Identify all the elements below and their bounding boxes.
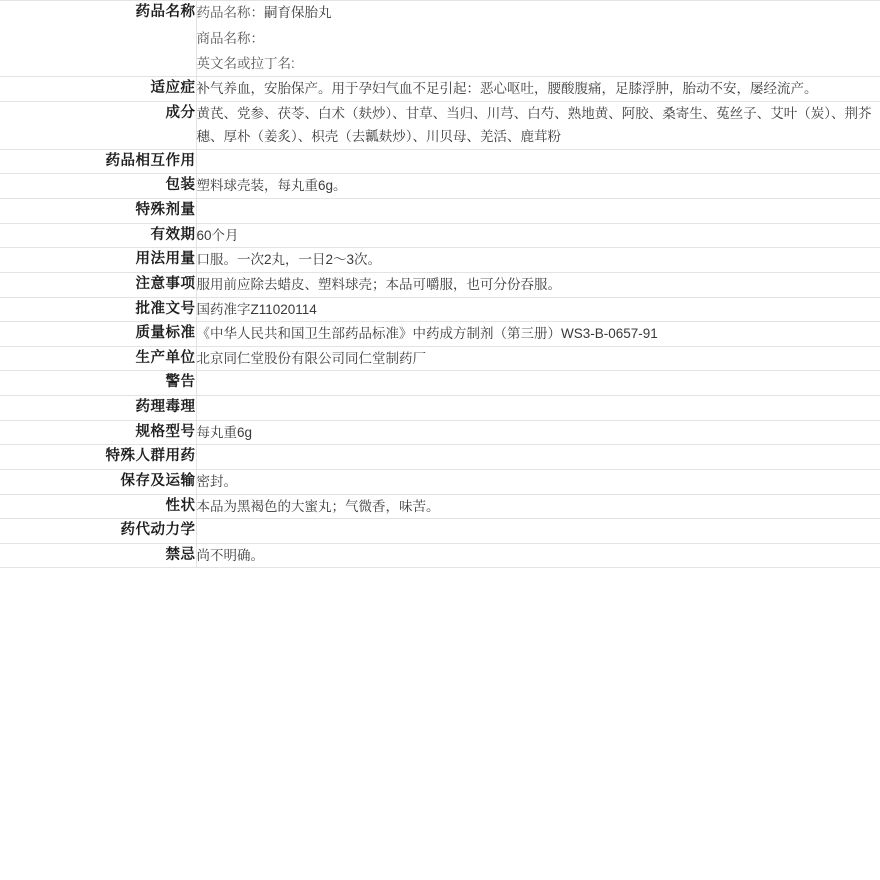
name-sub-line bbox=[197, 1, 880, 25]
row-value: 补气养血，安胎保产。用于孕妇气血不足引起：恶心呕吐，腰酸腹痛，足膝浮肿，胎动不安，屡经流产。 bbox=[196, 80, 818, 96]
row-value: 塑料球壳装，每丸重6g。 bbox=[196, 178, 347, 194]
row-value: 每丸重6g bbox=[196, 424, 253, 440]
name-sub-line bbox=[197, 27, 880, 51]
row-value: 北京同仁堂股份有限公司同仁堂制药厂 bbox=[196, 350, 426, 366]
row-label: 特殊剂量 bbox=[0, 199, 196, 224]
row-label: 禁忌 bbox=[0, 543, 196, 568]
table-row bbox=[0, 543, 880, 568]
table-row bbox=[0, 494, 880, 519]
row-label: 质量标准 bbox=[0, 322, 196, 347]
row-value bbox=[196, 199, 880, 224]
table-row bbox=[0, 199, 880, 224]
name-sub-value: 嗣育保胎丸 bbox=[264, 5, 332, 20]
table-row bbox=[0, 76, 880, 101]
row-label: 保存及运输 bbox=[0, 469, 196, 494]
table-row bbox=[0, 445, 880, 470]
row-label: 特殊人群用药 bbox=[0, 445, 196, 470]
row-value bbox=[196, 519, 880, 544]
table-row bbox=[0, 346, 880, 371]
row-value: 口服。一次2丸，一日2～3次。 bbox=[196, 252, 382, 268]
row-label: 生产单位 bbox=[0, 346, 196, 371]
table-row bbox=[0, 223, 880, 248]
row-label: 警告 bbox=[0, 371, 196, 396]
row-label: 批准文号 bbox=[0, 297, 196, 322]
row-label: 有效期 bbox=[0, 223, 196, 248]
row-label: 性状 bbox=[0, 494, 196, 519]
row-value: 服用前应除去蜡皮、塑料球壳；本品可嚼服，也可分份吞服。 bbox=[196, 276, 561, 292]
table-row bbox=[0, 420, 880, 445]
row-label: 成分 bbox=[0, 101, 196, 149]
row-value: 密封。 bbox=[196, 473, 237, 489]
table-row bbox=[0, 297, 880, 322]
row-label: 药品名称 bbox=[0, 1, 196, 77]
table-row bbox=[0, 272, 880, 297]
row-value: 60个月 bbox=[196, 227, 239, 243]
row-label: 注意事项 bbox=[0, 272, 196, 297]
row-label: 适应症 bbox=[0, 76, 196, 101]
table-row bbox=[0, 149, 880, 174]
row-label: 药品相互作用 bbox=[0, 149, 196, 174]
row-value: 尚不明确。 bbox=[196, 547, 264, 563]
row-label: 规格型号 bbox=[0, 420, 196, 445]
table-row bbox=[0, 101, 880, 149]
row-value bbox=[196, 371, 880, 396]
row-value bbox=[196, 445, 880, 470]
row-value bbox=[196, 396, 880, 421]
name-sub-line bbox=[197, 52, 880, 76]
table-row bbox=[0, 248, 880, 273]
name-sub-label: 药品名称： bbox=[196, 5, 264, 20]
drug-info-table-body bbox=[0, 1, 880, 568]
table-row bbox=[0, 322, 880, 347]
table-row bbox=[0, 371, 880, 396]
row-value: 国药准字Z11020114 bbox=[196, 301, 317, 317]
row-label: 药理毒理 bbox=[0, 396, 196, 421]
row-value: 本品为黑褐色的大蜜丸；气微香，味苦。 bbox=[196, 498, 440, 514]
row-label: 用法用量 bbox=[0, 248, 196, 273]
row-value bbox=[196, 149, 880, 174]
page-bottom-spacer bbox=[0, 568, 880, 688]
table-row bbox=[0, 519, 880, 544]
row-value bbox=[196, 1, 880, 77]
table-row bbox=[0, 1, 880, 77]
name-sub-label: 英文名或拉丁名: bbox=[196, 56, 295, 72]
row-value: 黄芪、党参、茯苓、白术（麸炒）、甘草、当归、川芎、白芍、熟地黄、阿胶、桑寄生、菟丝子、艾叶（炭）、荆芥穗、厚朴（姜炙）、枳壳（去瓤麸炒）、川贝母、羌活、鹿茸粉 bbox=[196, 105, 872, 145]
table-row bbox=[0, 174, 880, 199]
table-row bbox=[0, 469, 880, 494]
row-label: 包装 bbox=[0, 174, 196, 199]
table-row bbox=[0, 396, 880, 421]
row-label: 药代动力学 bbox=[0, 519, 196, 544]
row-value: 《中华人民共和国卫生部药品标准》中药成方制剂（第三册）WS3-B-0657-91 bbox=[196, 326, 658, 342]
name-sub-label: 商品名称： bbox=[196, 30, 264, 46]
